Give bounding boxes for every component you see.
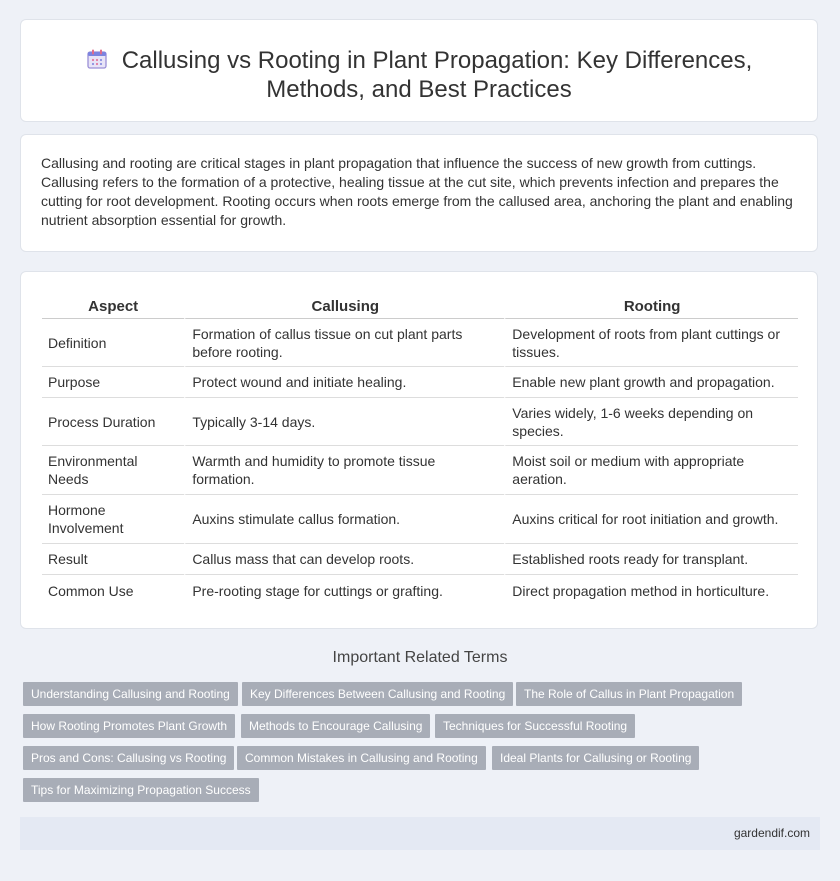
calendar-icon [86,48,108,70]
cell-aspect: Environmental Needs [42,446,184,495]
table-row [42,544,798,575]
comparison-table [42,296,798,606]
title-line-1: Callusing vs Rooting in Plant Propagation: Key Differences, [121,47,753,74]
cell-aspect: Process Duration [42,398,184,446]
cell-aspect: Definition [42,319,184,367]
cell-callusing: Typically 3-14 days. [184,398,504,446]
table-row [42,367,798,398]
cell-callusing: Auxins stimulate callus formation. [184,495,504,544]
related-tag[interactable]: Understanding Callusing and Rooting [23,682,238,706]
cell-aspect: Hormone Involvement [42,495,184,544]
cell-rooting: Direct propagation method in horticulture. [504,575,798,606]
intro-card [20,134,818,252]
table-row [42,575,798,606]
table-header-row [42,296,798,319]
table-row [42,398,798,446]
header-rooting: Rooting [504,296,798,319]
related-tag[interactable]: The Role of Callus in Plant Propagation [516,682,742,706]
cell-callusing: Warmth and humidity to promote tissue formation. [184,446,504,495]
table-row [42,319,798,367]
footer-site-link[interactable]: gardendif.com [733,826,810,840]
related-tag[interactable]: Techniques for Successful Rooting [435,714,635,738]
related-tag[interactable]: How Rooting Promotes Plant Growth [23,714,235,738]
cell-rooting: Varies widely, 1-6 weeks depending on species. [504,398,798,446]
cell-callusing: Pre-rooting stage for cuttings or grafting. [184,575,504,606]
cell-aspect: Purpose [42,367,184,398]
header-card [20,19,818,122]
related-tag[interactable]: Common Mistakes in Callusing and Rooting [237,746,486,770]
header-aspect: Aspect [42,296,184,319]
table-row [42,495,798,544]
cell-callusing: Formation of callus tissue on cut plant parts before rooting. [184,319,504,367]
header-callusing: Callusing [184,296,504,319]
related-tag[interactable]: Methods to Encourage Callusing [241,714,430,738]
related-tag[interactable]: Tips for Maximizing Propagation Success [23,778,259,802]
title-line-2: Methods, and Best Practices [266,76,572,103]
comparison-card [20,271,818,629]
cell-rooting: Auxins critical for root initiation and growth. [504,495,798,544]
cell-aspect: Result [42,544,184,575]
footer [20,817,820,850]
cell-rooting: Enable new plant growth and propagation. [504,367,798,398]
related-tag[interactable]: Key Differences Between Callusing and Rooting [242,682,513,706]
cell-rooting: Established roots ready for transplant. [504,544,798,575]
cell-callusing: Protect wound and initiate healing. [184,367,504,398]
cell-aspect: Common Use [48,582,134,599]
intro-paragraph: Callusing and rooting are critical stages in plant propagation that influence the success of new growth from cuttings. Callusing refers to the formation of a protective, healing tissue at the cut site, which prevents infection and prepares the cutting for root development. Rooting occurs when roots emerge from the callused area, anchoring the plant and enabling nutrient absorption essential for growth. [41,155,793,228]
page-title [21,46,817,104]
related-tag[interactable]: Pros and Cons: Callusing vs Rooting [23,746,234,770]
cell-rooting: Development of roots from plant cuttings or tissues. [504,319,798,367]
cell-callusing: Callus mass that can develop roots. [184,544,504,575]
table-row [42,446,798,495]
cell-rooting: Moist soil or medium with appropriate aeration. [504,446,798,495]
related-tag[interactable]: Ideal Plants for Callusing or Rooting [492,746,699,770]
related-terms-title: Important Related Terms [332,649,508,666]
